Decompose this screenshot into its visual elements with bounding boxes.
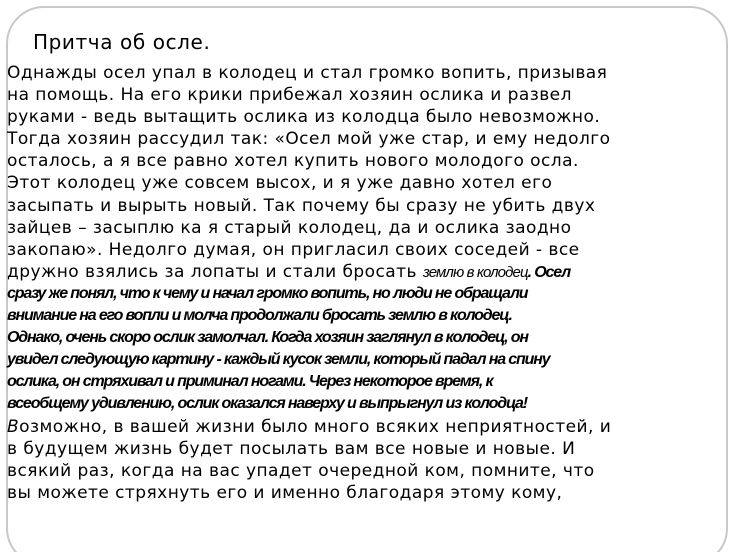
text-line: Однажды осел упал в колодец и стал громко вопить, призывая [7,63,608,83]
text-line: Тогда хозяин рассудил так: «Осел мой уже стар, и ему недолго [7,129,611,150]
text-line: в будущем жизнь будет посылать вам все новые и новые. И [7,438,576,459]
text-line: засыпать и вырыть новый. Так почему бы сразу не убить двух [7,195,596,216]
text-line-italic: всеобщему удивлению, ослик оказался наверху и выпрыгнул из колодца! [7,395,527,413]
text-line-mixed [7,261,732,283]
text-line-italic: сразу же понял, что к чему и начал громко вопить, но люди не обращали [7,284,528,302]
text-line-mixed [7,416,732,438]
text-line: зайцев – засыплю ка я старый колодец, да и ослика заодно [7,217,572,238]
text-line-italic: ослика, он стряхивал и приминал ногами. Через некоторое время, к [7,373,493,391]
text-line-italic: увидел следующую картину - каждый кусок земли, который падал на спину [7,351,550,369]
text-line: осталось, а я все равно хотел купить нового молодого осла. [7,151,579,172]
text-segment: дружно взялись за лопаты и стали бросать [7,261,423,282]
text-line: всякий раз, когда на вас упадет очередной ком, помните, что [7,460,595,481]
text-segment-italic: В [7,416,20,437]
text-line: Этот колодец уже совсем высох, и я уже давно хотел его [7,173,553,194]
text-line: вы можете стряхнуть его и именно благодаря этому кому, [7,482,563,503]
text-line: закопаю». Недолго думая, он пригласил своих соседей - все [7,239,580,260]
text-line: на помощь. На его крики прибежал хозяин ослика и развел [7,85,572,106]
text-segment-bold-italic: . Осел [527,263,571,281]
text-line-italic: Однако, очень скоро ослик замолчал. Когда хозяин заглянул в колодец, он [7,329,528,347]
parable-text [7,62,732,504]
slide-title: Притча об осле. [33,30,211,54]
text-segment: озможно, в вашей жизни было много всяких неприятностей, и [19,416,612,437]
text-line: руками - ведь вытащить ослика из колодца было невозможно. [7,107,601,128]
text-line-italic: внимание на его вопли и молча продолжали бросать землю в колодец. [7,307,512,325]
text-segment-italic: землю в колодец [422,263,528,281]
